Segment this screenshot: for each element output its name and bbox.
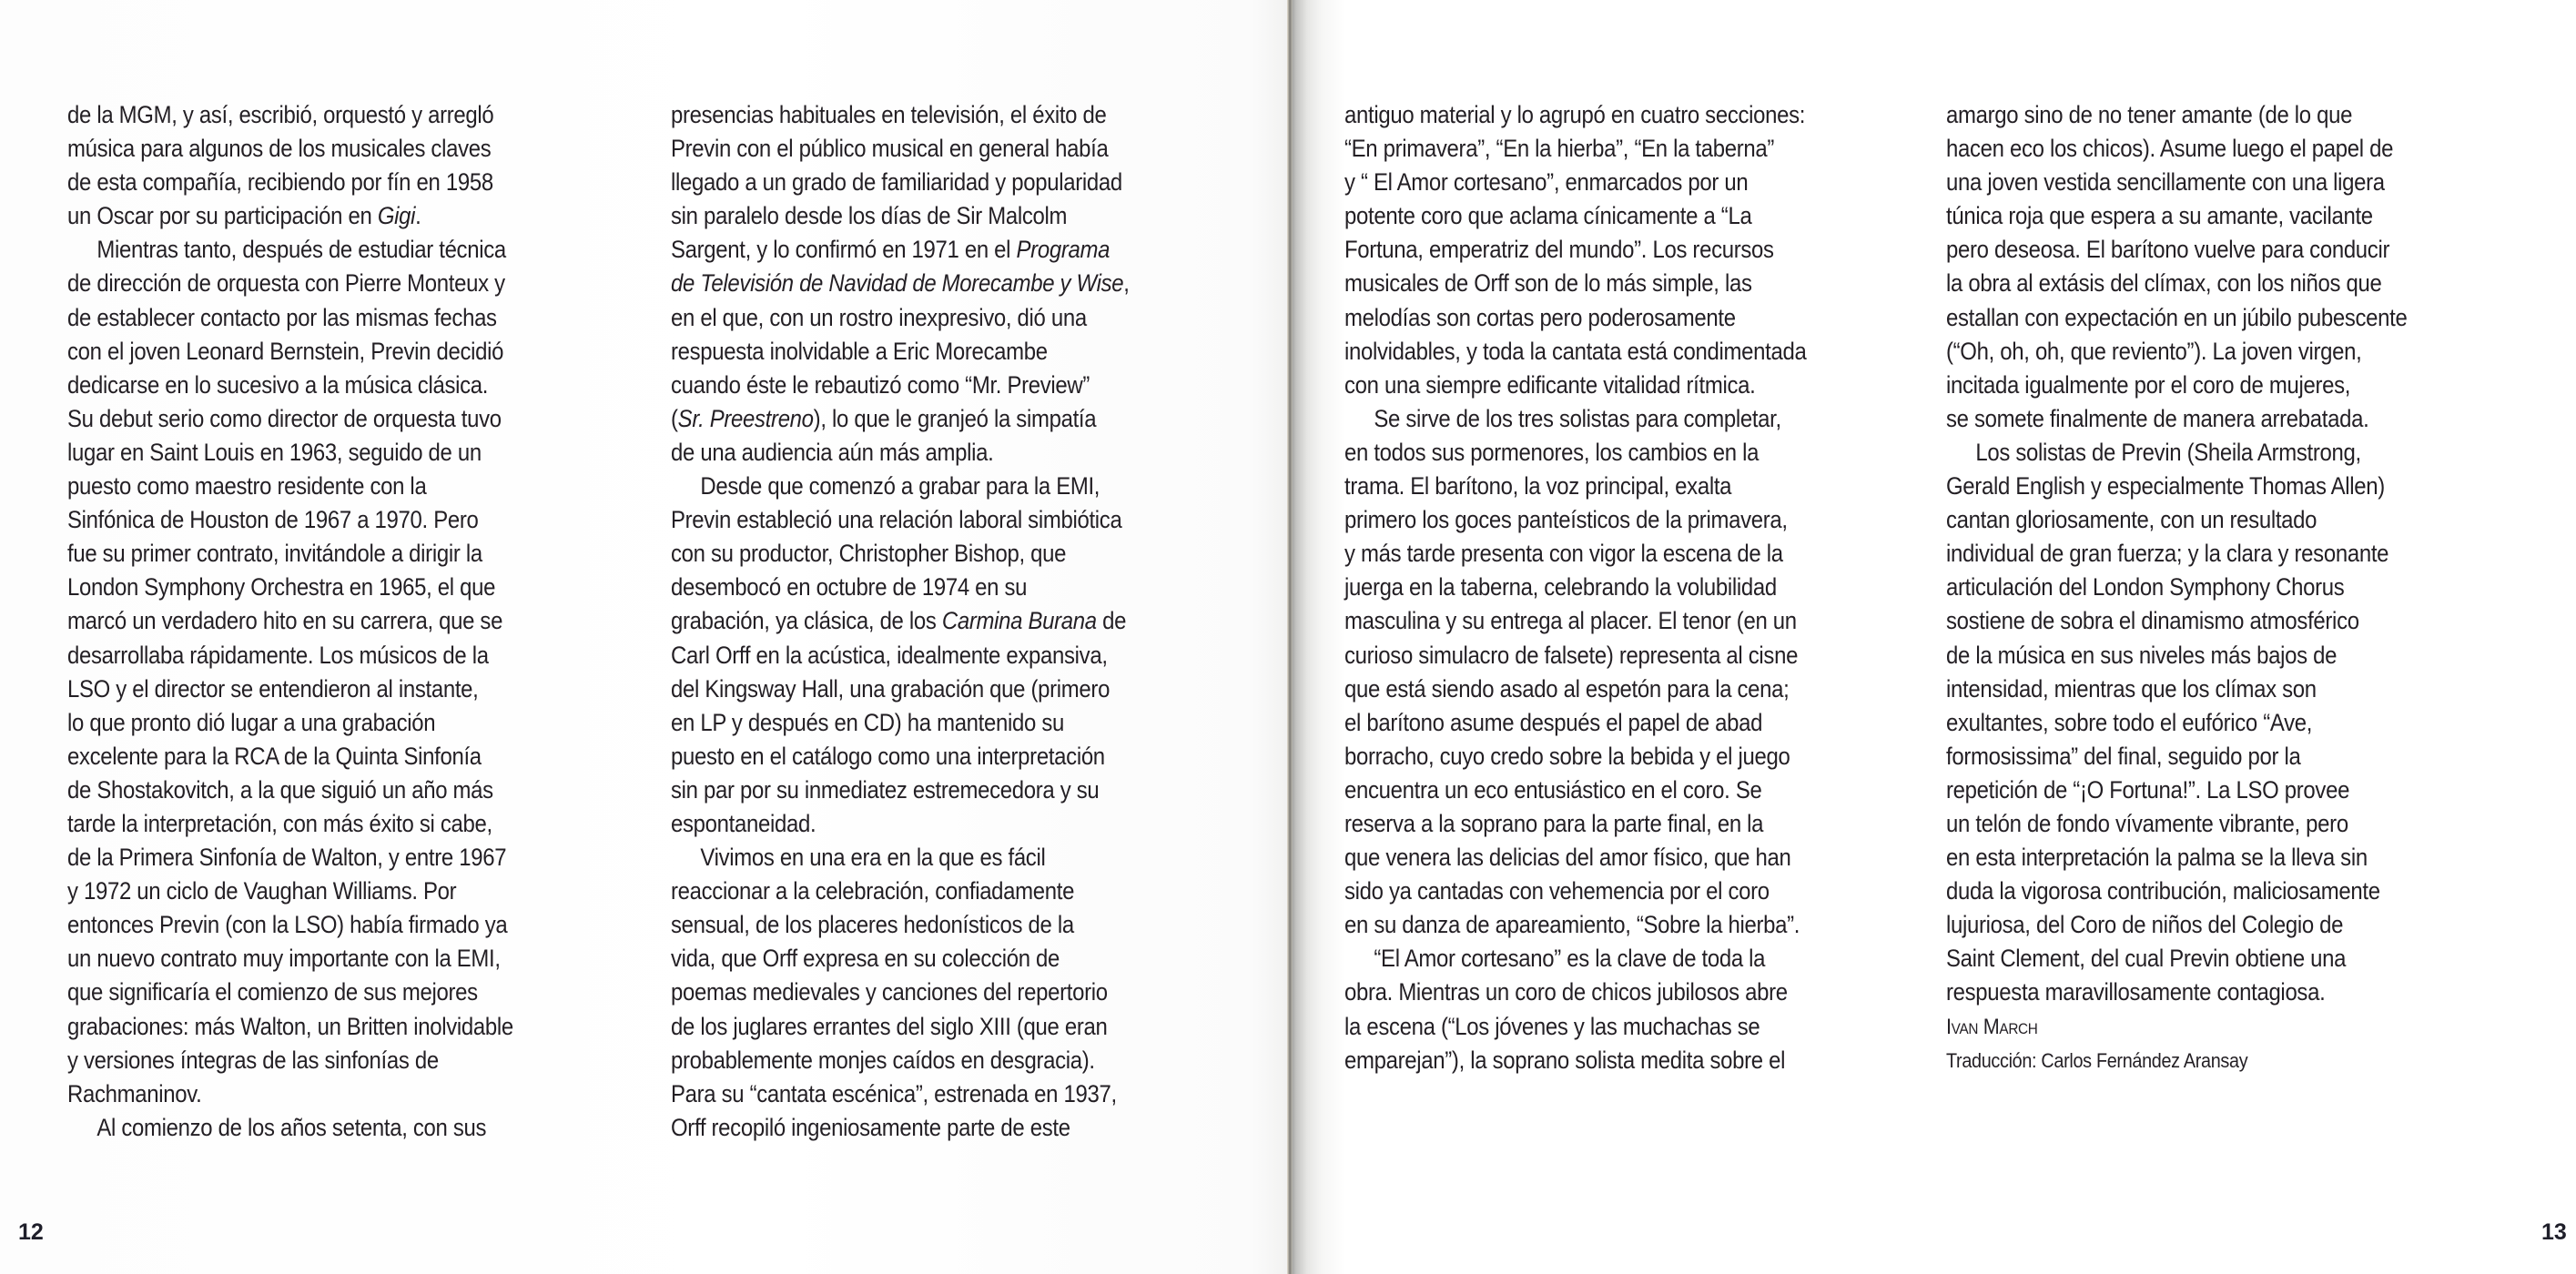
text-line: de la música en sus niveles más bajos de xyxy=(1946,641,2338,669)
text-line: en el que, con un rostro inexpresivo, dió una xyxy=(671,303,1087,331)
text-line: una joven vestida sencillamente con una ligera xyxy=(1946,168,2385,197)
text-line: trama. El barítono, la voz principal, exalta xyxy=(1344,472,1732,500)
text-line: de Shostakovitch, a la que siguió un año más xyxy=(67,775,493,804)
text-segment: Sargent, y lo confirmó en 1971 en el xyxy=(671,236,1017,264)
text-line: obra. Mientras un coro de chicos jubilosos abre xyxy=(1344,978,1788,1006)
text-column xyxy=(671,98,1253,1145)
text-line: de esta compañía, recibiendo por fín en 1958 xyxy=(67,168,493,197)
text-line: individual de gran fuerza; y la clara y resonante xyxy=(1946,540,2389,568)
text-line: juerga en la taberna, celebrando la volubilidad xyxy=(1344,573,1777,602)
text-line: poemas medievales y canciones del repertorio xyxy=(671,978,1108,1006)
text-line: borracho, cuyo credo sobre la bebida y el juego xyxy=(1344,742,1790,770)
text-line: melodías son cortas pero poderosamente xyxy=(1344,303,1736,331)
text-line xyxy=(671,402,1195,436)
text-line xyxy=(671,233,1195,267)
text-line: fue su primer contrato, invitándole a dirigir la xyxy=(67,540,482,568)
text-line: sensual, de los placeres hedonísticos de la xyxy=(671,911,1074,939)
text-line: Orff recopiló ingeniosamente parte de este xyxy=(671,1113,1070,1141)
text-line: de establecer contacto por las mismas fechas xyxy=(67,303,497,331)
text-line: lugar en Saint Louis en 1963, seguido de un xyxy=(67,438,482,466)
text-line: reserva a la soprano para la parte final, en la xyxy=(1344,809,1764,837)
text-line: cantan gloriosamente, con un resultado xyxy=(1946,506,2317,534)
text-line: en todos sus pormenores, los cambios en la xyxy=(1344,438,1760,466)
text-line: excelente para la RCA de la Quinta Sinfonía xyxy=(67,742,482,770)
text-line: llegado a un grado de familiaridad y popularidad xyxy=(671,168,1122,197)
text-line: túnica roja que espera a su amante, vacilante xyxy=(1946,202,2373,230)
text-segment: ), lo que le granjeó la simpatía xyxy=(813,404,1097,432)
italic-title: Carmina Burana xyxy=(941,607,1097,635)
text-line: Al comienzo de los años setenta, con sus xyxy=(96,1113,487,1141)
text-line: primero los goces panteísticos de la primavera, xyxy=(1344,506,1788,534)
text-line: de una audiencia aún más amplia. xyxy=(671,438,994,466)
text-line: sin par por su inmediatez estremecedora y su xyxy=(671,775,1100,804)
text-line: inolvidables, y toda la cantata está condimentada xyxy=(1344,337,1807,365)
text-line: Previn estableció una relación laboral simbiótica xyxy=(671,506,1122,534)
text-line: puesto en el catálogo como una interpretación xyxy=(671,742,1105,770)
text-line: “El Amor cortesano” es la clave de toda la xyxy=(1374,945,1766,973)
text-line: Sinfónica de Houston de 1967 a 1970. Pero xyxy=(67,506,479,534)
text-segment: de xyxy=(1096,607,1127,635)
text-line: grabaciones: más Walton, un Britten inolvidable xyxy=(67,1012,513,1040)
text-line: lo que pronto dió lugar a una grabación xyxy=(67,708,436,736)
text-line: con su productor, Christopher Bishop, que xyxy=(671,540,1067,568)
text-segment: , xyxy=(1123,269,1130,298)
text-line: Rachmaninov. xyxy=(67,1079,202,1107)
text-line: duda la vigorosa contribución, maliciosamente xyxy=(1946,877,2380,905)
text-column xyxy=(67,98,650,1145)
text-segment: grabación, ya clásica, de los xyxy=(671,607,942,635)
text-line: curioso simulacro de falsete) representa al cisne xyxy=(1344,641,1799,669)
text-line: Saint Clement, del cual Previn obtiene una xyxy=(1946,945,2347,973)
text-line: dedicarse en lo sucesivo a la música clásica. xyxy=(67,370,489,399)
text-line: probablemente monjes caídos en desgracia). xyxy=(671,1046,1095,1074)
text-line: Fortuna, emperatriz del mundo”. Los recursos xyxy=(1344,236,1774,264)
text-line: sido ya cantadas con vehemencia por el coro xyxy=(1344,877,1770,905)
text-line: un nuevo contrato muy importante con la EMI, xyxy=(67,945,501,973)
text-line xyxy=(671,604,1195,638)
text-line: amargo sino de no tener amante (de lo que xyxy=(1946,101,2353,128)
text-line: Carl Orff en la acústica, idealmente expansiva, xyxy=(671,641,1108,669)
text-line: desembocó en octubre de 1974 en su xyxy=(671,573,1028,602)
text-line: incitada igualmente por el coro de mujeres, xyxy=(1946,370,2351,399)
text-line: Los solistas de Previn (Sheila Armstrong, xyxy=(1975,438,2361,466)
text-line: con una siempre edificante vitalidad rítmica. xyxy=(1344,370,1756,399)
text-line: sin paralelo desde los días de Sir Malcolm xyxy=(671,202,1068,230)
text-line: antiguo material y lo agrupó en cuatro secciones: xyxy=(1344,101,1806,128)
text-line: y 1972 un ciclo de Vaughan Williams. Por xyxy=(67,877,457,905)
text-line: Para su “cantata escénica”, estrenada en 1937, xyxy=(671,1079,1117,1107)
text-line: que significaría el comienzo de sus mejores xyxy=(67,978,478,1006)
text-line: masculina y su entrega al placer. El tenor (en un xyxy=(1344,607,1797,635)
italic-title: Programa xyxy=(1016,236,1111,264)
text-line: que está siendo asado al espetón para la cena; xyxy=(1344,674,1790,703)
text-line: presencias habituales en televisión, el éxito de xyxy=(671,101,1107,128)
translation-credit: Traducción: Carlos Fernández Aransay xyxy=(1946,1048,2248,1072)
text-line: la escena (“Los jóvenes y las muchachas se xyxy=(1344,1012,1760,1040)
text-line: London Symphony Orchestra en 1965, el que xyxy=(67,573,496,602)
text-line: música para algunos de los musicales claves xyxy=(67,135,492,163)
italic-title: Gigi xyxy=(377,202,416,230)
text-line: tarde la interpretación, con más éxito si cabe, xyxy=(67,809,492,837)
text-line: pero deseosa. El barítono vuelve para conducir xyxy=(1946,236,2390,264)
text-line: articulación del London Symphony Chorus xyxy=(1946,573,2345,602)
text-line: se somete finalmente de manera arrebatada. xyxy=(1946,404,2369,432)
text-line: sostiene de sobra el dinamismo atmosférico xyxy=(1946,607,2359,635)
text-line: exultantes, sobre todo el eufórico “Ave, xyxy=(1946,708,2313,736)
author-byline: Ivan March xyxy=(1946,1014,2038,1039)
text-line: (“Oh, oh, oh, que reviento”). La joven virgen, xyxy=(1946,337,2362,365)
text-line: y “ El Amor cortesano”, enmarcados por un xyxy=(1344,168,1749,197)
text-line: espontaneidad. xyxy=(671,809,816,837)
text-line: desarrollaba rápidamente. Los músicos de la xyxy=(67,641,489,669)
text-line: “En primavera”, “En la hierba”, “En la taberna” xyxy=(1344,135,1775,163)
text-segment: . xyxy=(415,202,421,230)
text-line: en su danza de apareamiento, “Sobre la hierba”. xyxy=(1344,911,1800,939)
text-line: de dirección de orquesta con Pierre Monteux y xyxy=(67,269,505,298)
page-number: 13 xyxy=(2541,1219,2567,1245)
text-column xyxy=(1344,98,1927,1077)
text-line: y más tarde presenta con vigor la escena de la xyxy=(1344,540,1783,568)
text-segment: ( xyxy=(671,404,678,432)
text-line: LSO y el director se entendieron al instante, xyxy=(67,674,479,703)
text-segment: un Oscar por su participación en xyxy=(67,202,378,230)
text-line: que venera las delicias del amor físico, que han xyxy=(1344,844,1791,872)
book-spine xyxy=(1287,0,1293,1274)
text-line: Vivimos en una era en la que es fácil xyxy=(700,844,1046,872)
text-line: musicales de Orff son de lo más simple, las xyxy=(1344,269,1752,298)
text-line: vida, que Orff expresa en su colección de xyxy=(671,945,1060,973)
text-column xyxy=(1946,98,2529,1077)
text-line: cuando éste le rebautizó como “Mr. Preview” xyxy=(671,370,1090,399)
italic-title: Sr. Preestreno xyxy=(677,404,814,432)
text-line: de la MGM, y así, escribió, orquestó y arregló xyxy=(67,101,494,128)
text-line: Su debut serio como director de orquesta tuvo xyxy=(67,404,502,432)
text-line xyxy=(67,199,592,233)
text-line: lujuriosa, del Coro de niños del Colegio de xyxy=(1946,911,2344,939)
text-line: potente coro que aclama cínicamente a “La xyxy=(1344,202,1752,230)
text-line: un telón de fondo vívamente vibrante, pero xyxy=(1946,809,2348,837)
text-line: formosissima” del final, seguido por la xyxy=(1946,742,2301,770)
text-line: y versiones íntegras de las sinfonías de xyxy=(67,1046,439,1074)
text-line: de la Primera Sinfonía de Walton, y entre 1967 xyxy=(67,844,507,872)
page-number: 12 xyxy=(18,1219,44,1245)
text-line: en LP y después en CD) ha mantenido su xyxy=(671,708,1064,736)
text-line: repetición de “¡O Fortuna!”. La LSO provee xyxy=(1946,775,2350,804)
text-line: emparejan”), la soprano solista medita sobre el xyxy=(1344,1046,1786,1074)
text-line: reaccionar a la celebración, confiadamente xyxy=(671,877,1075,905)
text-line: de los juglares errantes del siglo XIII (que eran xyxy=(671,1012,1108,1040)
text-line: respuesta maravillosamente contagiosa. xyxy=(1946,978,2326,1006)
text-line: con el joven Leonard Bernstein, Previn decidió xyxy=(67,337,504,365)
text-line: Se sirve de los tres solistas para completar, xyxy=(1374,404,1781,432)
text-line: hacen eco los chicos). Asume luego el papel de xyxy=(1946,135,2394,163)
text-line: Desde que comenzó a grabar para la EMI, xyxy=(700,472,1100,500)
italic-title: de Televisión de Navidad de Morecambe y Wise xyxy=(671,269,1124,298)
text-line: la obra al extásis del clímax, con los niños que xyxy=(1946,269,2382,298)
text-line: encuentra un eco entusiástico en el coro. Se xyxy=(1344,775,1762,804)
text-line: respuesta inolvidable a Eric Morecambe xyxy=(671,337,1048,365)
text-line: en esta interpretación la palma se la lleva sin xyxy=(1946,844,2368,872)
text-line: intensidad, mientras que los clímax son xyxy=(1946,674,2317,703)
text-line: Previn con el público musical en general había xyxy=(671,135,1109,163)
text-line: Mientras tanto, después de estudiar técnica xyxy=(96,236,506,264)
text-line xyxy=(671,267,1195,300)
text-line: el barítono asume después el papel de abad xyxy=(1344,708,1763,736)
text-line: marcó un verdadero hito en su carrera, que se xyxy=(67,607,503,635)
text-line: del Kingsway Hall, una grabación que (primero xyxy=(671,674,1111,703)
text-line: puesto como maestro residente con la xyxy=(67,472,427,500)
text-line: entonces Previn (con la LSO) había firmado ya xyxy=(67,911,508,939)
text-line: estallan con expectación en un júbilo pubescente xyxy=(1946,303,2408,331)
text-line: Gerald English y especialmente Thomas Allen) xyxy=(1946,472,2385,500)
